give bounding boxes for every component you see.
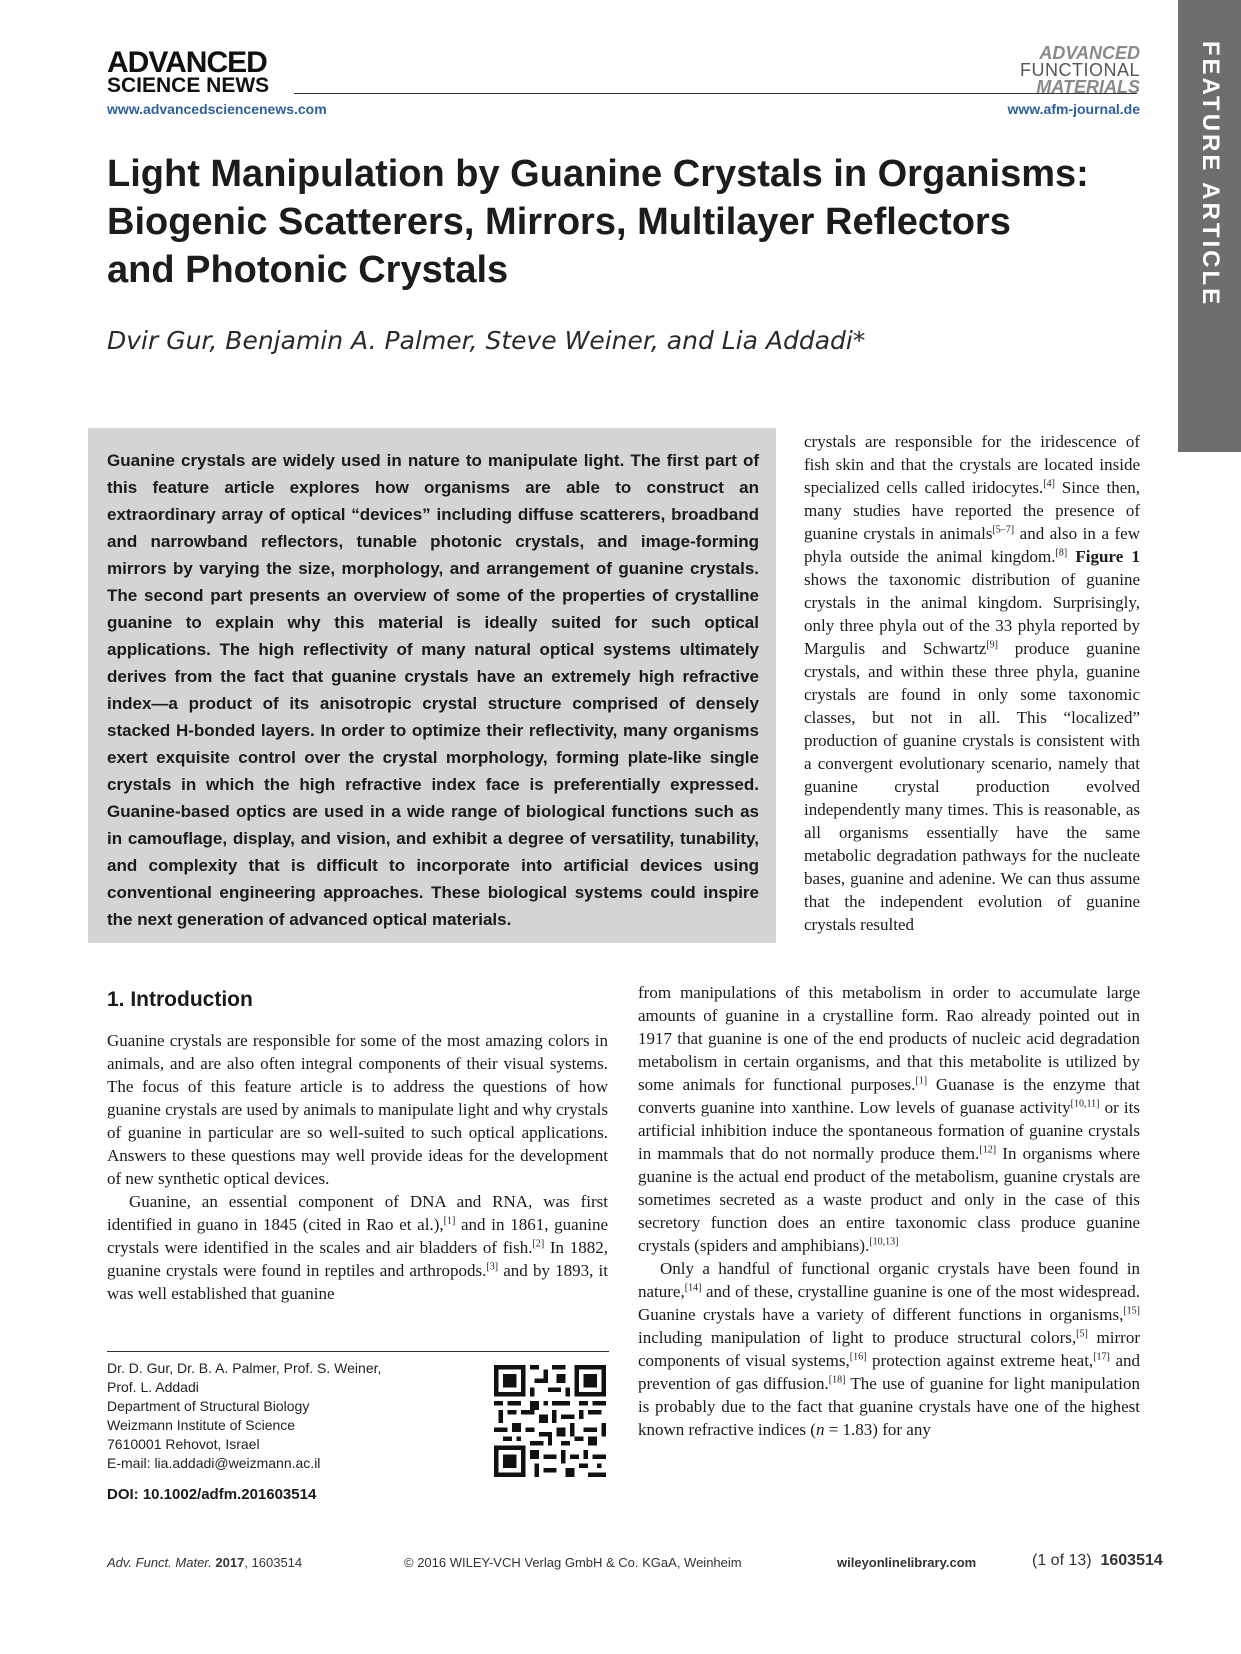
body-text: = 1.83) for any: [824, 1420, 931, 1439]
citation[interactable]: [1]: [915, 1075, 928, 1087]
authors: Dvir Gur, Benjamin A. Palmer, Steve Weiner, and Lia Addadi*: [107, 326, 866, 355]
footer-year: 2017: [215, 1555, 245, 1570]
citation[interactable]: [10,13]: [869, 1236, 899, 1248]
body-text: and prevention of gas diffusion.: [638, 1351, 1140, 1393]
citation[interactable]: [4]: [1043, 478, 1055, 490]
paragraph: [638, 981, 1140, 1257]
doi[interactable]: DOI: 10.1002/adfm.201603514: [107, 1486, 317, 1503]
paragraph: [107, 1190, 608, 1305]
affiliation-line: Weizmann Institute of Science: [107, 1417, 296, 1433]
body-text: produce guanine crystals, and within these three phyla, guanine crystals are found in only some taxonomic classes, but not in all. This “localized” production of guanine crystals is consistent with a convergent evolutionary scenario, namely that guanine crystal production evolved independently many times. This is reasonable, as all organisms essentially have the same metabolic degradation pathways for the nucleate bases, guanine and adenine. We can thus assume that the independent evolution of guanine crystals resulted: [804, 639, 1140, 934]
citation[interactable]: [5–7]: [992, 524, 1015, 536]
paragraph: Guanine crystals are responsible for some of the most amazing colors in animals, and are also often integral components of their visual systems. The focus of this feature article is to address the questions of how guanine crystals are used by animals to manipulate light and why crystals of guanine in particular are so well-suited to such optical applications. Answers to these questions may well provide ideas for the development of new synthetic optical devices.: [107, 1031, 608, 1188]
citation[interactable]: [3]: [486, 1261, 499, 1273]
citation[interactable]: [12]: [979, 1144, 997, 1156]
qr-code-icon[interactable]: [494, 1365, 606, 1477]
body-text: and also in a few phyla outside the animal kingdom.: [804, 524, 1141, 566]
footer-article-number: , 1603514: [244, 1555, 303, 1570]
body-text: and of these, crystalline guanine is one of the most widespread. Guanine crystals have a variety of different functions in organisms,: [638, 1282, 1140, 1324]
journal-url[interactable]: www.afm-journal.de: [1007, 101, 1140, 117]
citation[interactable]: [10,11]: [1070, 1098, 1100, 1110]
citation[interactable]: [5]: [1076, 1328, 1088, 1340]
affiliation-line: Dr. D. Gur, Dr. B. A. Palmer, Prof. S. Weiner,: [107, 1360, 382, 1376]
citation[interactable]: [8]: [1055, 547, 1068, 559]
paragraph: [638, 1257, 1140, 1441]
citation[interactable]: [17]: [1093, 1351, 1110, 1363]
affiliation-line: Prof. L. Addadi: [107, 1379, 199, 1395]
publisher-logo-line1: ADVANCED: [107, 46, 267, 79]
header-rule: [294, 93, 1137, 94]
body-text: shows the taxonomic distribution of guanine crystals in the animal kingdom. Surprisingly, only three phyla out of the 33 phyla reported by Margulis and Schwartz: [804, 570, 1140, 658]
affiliation: [107, 1359, 467, 1473]
footer-journal: Adv. Funct. Mater.: [107, 1555, 212, 1570]
footer-page-number: [1032, 1552, 1163, 1570]
citation[interactable]: [16]: [849, 1351, 867, 1363]
article-title: [107, 150, 1107, 294]
citation[interactable]: [1]: [443, 1215, 456, 1227]
citation[interactable]: [2]: [532, 1238, 545, 1250]
publisher-logo-line2: SCIENCE NEWS: [107, 74, 270, 97]
citation[interactable]: [15]: [1123, 1305, 1140, 1317]
title-line-2: Biogenic Scatterers, Mirrors, Multilayer Reflectors: [107, 201, 1011, 243]
journal-logo-line1: ADVANCED: [1039, 43, 1140, 63]
body-text: from manipulations of this metabolism in order to accumulate large amounts of guanine in a crystalline form. Rao already pointed out in 1917 that guanine is one of the end products of nucleic acid degradation metabolism in certain organisms, and that this metabolite is utilized by some animals for functional purposes.: [638, 983, 1140, 1094]
body-text: Since then, many studies have reported the presence of guanine crystals in animals: [804, 478, 1140, 543]
figure-reference[interactable]: Figure 1: [1075, 547, 1140, 566]
body-text: crystals are responsible for the iridescence of fish skin and that the crystals are located inside specialized cells called iridocytes.: [804, 432, 1140, 497]
abstract-text: Guanine crystals are widely used in nature to manipulate light. The first part of this feature article explores how organisms are able to construct an extraordinary array of optical “devices” including diffuse scatterers, broadband and narrowband reflectors, tunable photonic crystals, and image-forming mirrors by varying the size, morphology, and arrangement of guanine crystals. The second part presents an overview of some of the properties of crystalline guanine to explain why this material is ideally suited for such optical applications. The high reflectivity of many natural optical systems ultimately derives from the fact that guanine crystals have an extremely high refractive index—a product of its anisotropic crystal structure comprised of densely stacked H-bonded layers. In order to optimize their reflectivity, many organisms exert exquisite control over the crystal morphology, forming plate-like single crystals in which the high refractive index face is preferentially expressed. Guanine-based optics are used in a wide range of biological functions such as in camouflage, display, and vision, and exhibit a degree of versatility, tunability, and complexity that is difficult to incorporate into artificial devices using conventional engineering approaches. These biological systems could inspire the next generation of advanced optical materials.: [107, 451, 759, 929]
footer-site-link[interactable]: wileyonlinelibrary.com: [837, 1555, 977, 1570]
left-column: [107, 1029, 608, 1305]
journal-logo: [1020, 45, 1140, 96]
publisher-url[interactable]: www.advancedsciencenews.com: [107, 101, 327, 117]
body-text: or its artificial inhibition induce the spontaneous formation of guanine crystals in mammals that do not normally produce them.: [638, 1098, 1140, 1163]
right-column-top: [804, 430, 1140, 936]
footer-citation: [107, 1555, 302, 1570]
footer-page-id: 1603514: [1100, 1552, 1163, 1569]
body-text: In 1882, guanine crystals were found in reptiles and arthropods.: [107, 1238, 608, 1280]
title-line-3: and Photonic Crystals: [107, 249, 509, 291]
body-text: Guanine, an essential component of DNA and RNA, was first identified in guano in 1845 (cited in Rao et al.),: [107, 1192, 608, 1234]
citation[interactable]: [14]: [684, 1282, 702, 1294]
journal-logo-line2: FUNCTIONAL: [1019, 60, 1140, 81]
refractive-index-symbol: n: [815, 1420, 825, 1439]
body-text: including manipulation of light to produce structural colors,: [638, 1328, 1077, 1347]
footer-copyright: © 2016 WILEY-VCH Verlag GmbH & Co. KGaA, Weinheim: [404, 1555, 742, 1570]
journal-logo-line3: MATERIALS: [1036, 77, 1140, 98]
affiliation-line: Department of Structural Biology: [107, 1398, 310, 1414]
body-text: Only a handful of functional organic crystals have been found in nature,: [638, 1259, 1140, 1301]
feature-article-tab: [1178, 0, 1241, 452]
body-text: The use of guanine for light manipulation is probably due to the fact that guanine crystals have one of the highest known refractive indices (: [638, 1374, 1140, 1439]
body-text: and by 1893, it was well established that guanine: [107, 1261, 608, 1303]
body-text: mirror components of visual systems,: [638, 1328, 1140, 1370]
right-column: [638, 981, 1140, 1441]
citation[interactable]: [18]: [828, 1374, 846, 1386]
affiliation-email[interactable]: E-mail: lia.addadi@weizmann.ac.il: [107, 1455, 321, 1471]
section-heading: 1. Introduction: [107, 988, 253, 1011]
footer-page-of: (1 of 13): [1032, 1552, 1092, 1569]
citation[interactable]: [9]: [986, 639, 998, 651]
body-text: and in 1861, guanine crystals were identified in the scales and air bladders of fish.: [107, 1215, 608, 1257]
body-text: In organisms where guanine is the actual end product of the metabolism, guanine crystals are sometimes secreted as a waste product and only in the case of this secretory function does an entire taxonomic class produce guanine crystals (spiders and amphibians).: [638, 1144, 1140, 1255]
title-line-1: Light Manipulation by Guanine Crystals in Organisms:: [107, 153, 1089, 195]
affiliation-line: 7610001 Rehovot, Israel: [107, 1436, 260, 1452]
body-text: protection against extreme heat,: [866, 1351, 1094, 1370]
feature-article-label: FEATURE ARTICLE: [1196, 40, 1224, 308]
affiliation-rule: [107, 1351, 609, 1352]
body-text: Guanase is the enzyme that converts guanine into xanthine. Low levels of guanase activity: [638, 1075, 1140, 1117]
publisher-logo: [107, 48, 269, 96]
